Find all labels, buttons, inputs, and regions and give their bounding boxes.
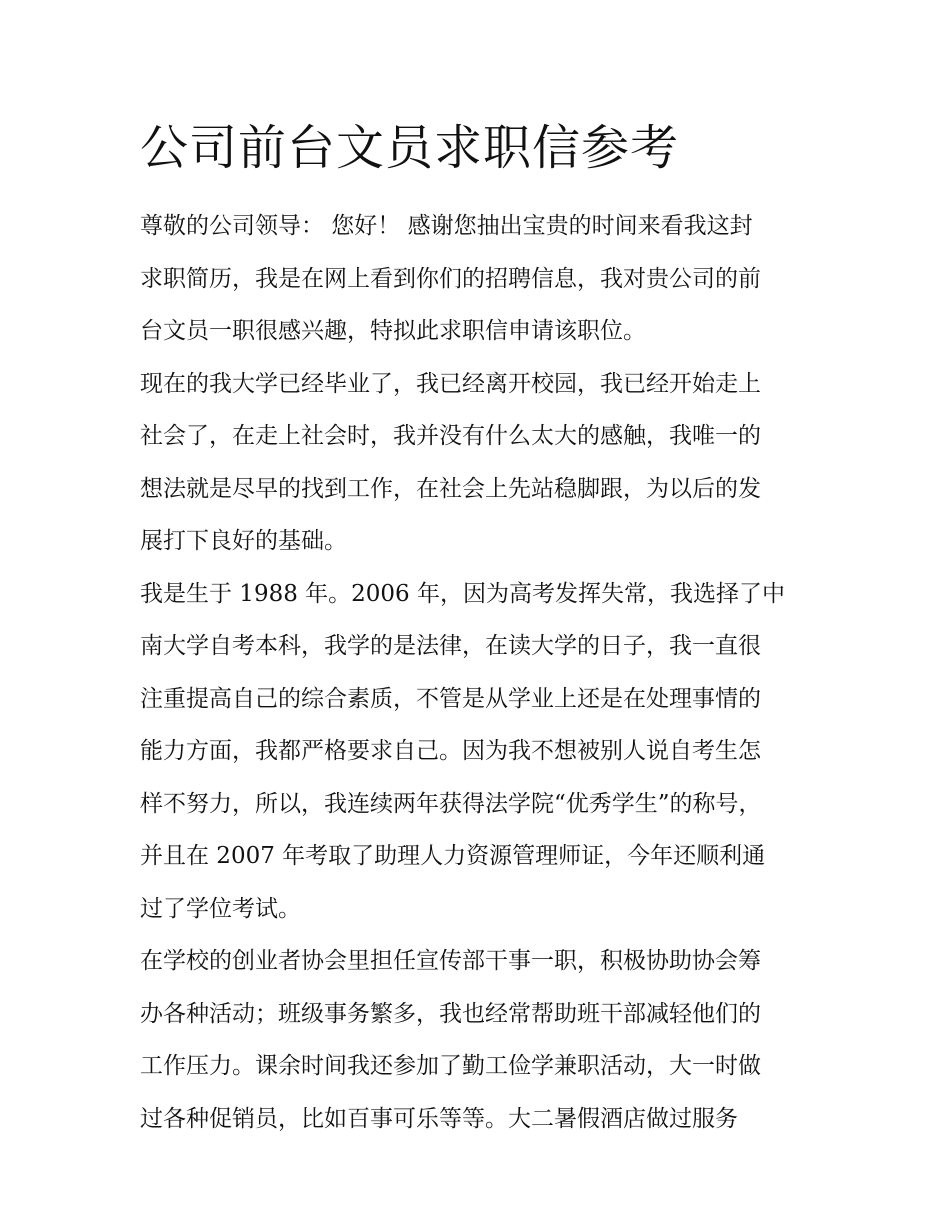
text-line: 我是生于 1988 年。2006 年，因为高考发挥失常，我选择了中 [140, 580, 785, 607]
text-line: 求职简历，我是在网上看到你们的招聘信息，我对贵公司的前 [140, 265, 761, 292]
text-line: 南大学自考本科，我学的是法律，在读大学的日子，我一直很 [140, 633, 761, 659]
text-line: 台文员一职很感兴趣，特拟此求职信申请该职位。 [140, 318, 646, 344]
text-line: 样不努力，所以，我连续两年获得法学院“优秀学生”的称号， [140, 790, 762, 817]
text-line: 展打下良好的基础。 [140, 528, 347, 554]
text-line: 工作压力。课余时间我还参加了勤工俭学兼职活动，大一时做 [140, 1053, 761, 1079]
document-body [140, 200, 820, 1145]
text-line: 注重提高自己的综合素质，不管是从学业上还是在处理事情的 [140, 685, 761, 712]
text-line: 能力方面，我都严格要求自己。因为我不想被别人说自考生怎 [140, 738, 761, 764]
text-line: 现在的我大学已经毕业了，我已经离开校园，我已经开始走上 [140, 370, 761, 397]
text-line: 想法就是尽早的找到工作，在社会上先站稳脚跟，为以后的发 [140, 475, 761, 502]
text-line: 社会了，在走上社会时，我并没有什么太大的感触，我唯一的 [140, 423, 761, 449]
text-line: 过了学位考试。 [140, 895, 301, 922]
text-line: 尊敬的公司领导： 您好！ 感谢您抽出宝贵的时间来看我这封 [140, 213, 753, 239]
text-line: 办各种活动；班级事务繁多，我也经常帮助班干部减轻他们的 [140, 1000, 761, 1027]
text-line: 并且在 2007 年考取了助理人力资源管理师证，今年还顺利通 [140, 843, 766, 869]
document-title: 公司前台文员求职信参考 [140, 120, 680, 176]
text-line: 在学校的创业者协会里担任宣传部干事一职，积极协助协会筹 [140, 948, 761, 974]
text-line: 过各种促销员，比如百事可乐等等。大二暑假酒店做过服务 [140, 1105, 738, 1132]
